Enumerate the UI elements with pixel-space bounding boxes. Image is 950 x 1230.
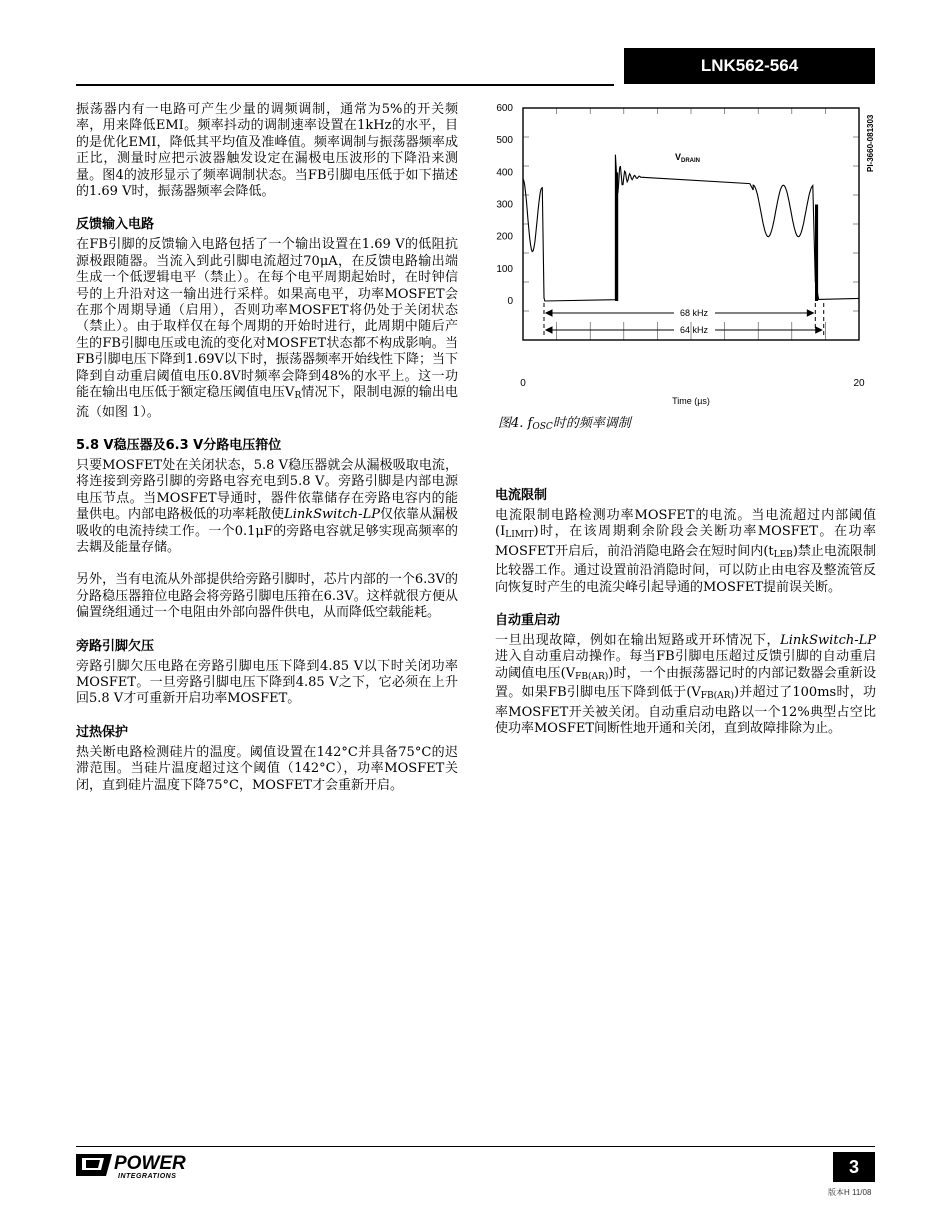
version-text: 版本H 11/08	[828, 1188, 872, 1197]
cl-text-a: 电流限制电路检测功率MOSFET的电流。当电流超过内部阈值(I	[495, 508, 876, 540]
cl-sub-limit: LIMIT	[505, 530, 534, 541]
series-label: $V_{DRAIN}$	[675, 152, 701, 164]
ar-text-c: )时，一个由振荡器记时的内部记数器会重新设置。如果FB引脚电压下降到低于(V	[495, 665, 876, 701]
cl-text-c: )禁止电流限制比较器工作。通过设置前沿消隐时间，可以防止由电容及整流管反向恢复时产生的电流尖峰引起导通的MOSFET提前误关断。	[495, 543, 876, 595]
page-number	[833, 1152, 875, 1182]
ar-sub-1: FB(AR)	[575, 671, 609, 682]
arrowhead-64-left	[546, 327, 552, 333]
feedback-text-end: 情况下，限制电源的输出电流（如图 1）。	[76, 385, 458, 420]
caption-f: f	[527, 416, 533, 431]
svg-text:POWER: POWER	[114, 1153, 186, 1174]
figure-ref-code: PI-3660-081303	[866, 114, 875, 172]
figure-caption	[498, 412, 631, 432]
part-number-tag	[624, 48, 875, 84]
ar-text-d: )并超过了100ms时，功率MOSFET开关被关闭。自动重启动电路以一个12%典型占空比使功率MOSFET间断性地开通和关闭，直到故障排除为止。	[495, 685, 876, 737]
svg-text:INTEGRATIONS: INTEGRATIONS	[118, 1173, 177, 1180]
drain-voltage-chart	[493, 98, 885, 408]
caption-suffix: 时的频率调制	[552, 416, 631, 431]
x-axis-label: Time (µs)	[672, 396, 710, 406]
heading-auto-restart: 自动重启动	[495, 613, 561, 629]
heading-feedback: 反馈输入电路	[76, 217, 155, 233]
x-tick-0: 0	[520, 378, 526, 389]
y-tick-200: 200	[496, 231, 513, 243]
arrowhead-64-right	[816, 327, 822, 333]
annotation-68khz: 68 kHz	[679, 308, 709, 318]
feedback-subscript: R	[294, 391, 302, 402]
left-column	[76, 102, 458, 810]
page-number-text: 3	[848, 1156, 859, 1177]
ar-sub-2: FB(AR)	[700, 691, 734, 702]
right-column	[495, 487, 876, 753]
ar-product-name: LinkSwitch-LP	[780, 633, 876, 649]
plot-frame	[523, 108, 859, 340]
heading-thermal: 过热保护	[76, 724, 129, 740]
cl-sub-leb: LEB	[773, 549, 793, 560]
part-number: LNK562-564	[700, 56, 799, 75]
annotation-64khz: 64 kHz	[679, 325, 709, 335]
paragraph-auto-restart	[495, 633, 876, 737]
paragraph-thermal: 热关断电路检测硅片的温度。阈值设置在142°C并具备75°C的迟滞范围。当硅片温度超过这个阈值（142°C），功率MOSFET关闭，直到硅片温度下降75°C，MOSFET才会重新开启。	[76, 744, 458, 793]
cl-text-b: )时，在该周期剩余阶段会关断功率MOSFET。在功率MOSFET开启后，前沿消隐电路会在短时间内(t	[495, 524, 876, 559]
heading-undervoltage: 旁路引脚欠压	[76, 638, 155, 654]
regulator-text-a: 只要MOSFET处在关闭状态，5.8 V稳压器就会从漏极吸取电流，将连接到旁路引脚的旁路电容充电到5.8 V。旁路引脚是内部电源电压节点。当MOSFET导通时，器件依靠储存在旁路电容内的能量供电。内部电路极低的功率耗散使	[76, 457, 458, 523]
product-name: LinkSwitch-LP	[284, 507, 380, 523]
y-tick-400: 400	[496, 167, 513, 179]
y-tick-600: 600	[496, 103, 513, 114]
feedback-text: 在FB引脚的反馈输入电路包括了一个输出设置在1.69 V的低阻抗源极跟随器。当流入到此引脚电流超过70μA，在反馈电路输出端生成一个低逻辑电平（禁止）。在每个电平周期起始时，在时钟信号的上升沿对这一输出进行采样。如果高电平，功率MOSFET会在那个周期导通（启用），否则功率MOSFET将仍处于关闭状态（禁止）。由于取样仅在每个周期的开始时进行，此周期中随后产生的FB引脚电压或电流的变化对MOSFET状态都不构成影响。当FB引脚电压下降到1.69V以下时，振荡器频率开始线性下降；当下降到自动重启阈值电压0.8V时频率会降到48%的水平上。这一功能在输出电压低于额定稳压阈值电压V	[76, 237, 458, 401]
y-tick-500: 500	[496, 135, 513, 147]
ar-text-a: 一旦出现故障，例如在输出短路或开环情况下，	[495, 633, 781, 649]
arrowhead-68-right	[807, 310, 813, 316]
caption-subscript: OSC	[532, 422, 553, 432]
footer-rule	[76, 1146, 875, 1147]
paragraph-regulator-1	[76, 458, 458, 556]
paragraph-current-limit	[495, 508, 876, 596]
paragraph-undervoltage: 旁路引脚欠压电路在旁路引脚电压下降到4.85 V以下时关闭功率MOSFET。一旦旁路引脚电压下降到4.85 V之下，它必须在上升回5.8 V才可重新开启功率MOSFET。	[76, 658, 458, 707]
heading-regulator: 5.8 V稳压器及6.3 V分路电压箝位	[76, 437, 282, 453]
regulator-text-b: 仅依靠从漏极吸收的电流持续工作。一个0.1μF的旁路电容就足够实现高频率的去耦及能量存储。	[76, 507, 458, 555]
paragraph-regulator-2: 另外，当有电流从外部提供给旁路引脚时，芯片内部的一个6.3V的分路稳压器箝位电路会将旁路引脚电压箝在6.3V。这样就很方便从偏置绕组通过一个电阻由外部向器件供电，从而降低空载能耗。	[76, 572, 458, 621]
paragraph-oscillator: 振荡器内有一电路可产生少量的调频调制，通常为5%的开关频率，用来降低EMI。频率抖动的调制速率设置在1kHz的水平，目的是优化EMI，降低其平均值及准峰值。频率调制与振荡器频率成正比，测量时应把示波器触发设定在漏极电压波形的下降沿来测量。图4的波形显示了频率调制状态。当FB引脚电压低于如下描述的1.69 V时，振荡器频率会降低。	[76, 102, 458, 200]
drain-waveform	[523, 155, 859, 301]
ar-text-b: 进入自动重启动操作。每当FB引脚电压超过反馈引脚的自动重启动阈值电压(V	[495, 649, 876, 681]
caption-prefix: 图4.	[498, 416, 528, 431]
header-rule	[76, 84, 614, 86]
y-tick-300: 300	[496, 199, 513, 211]
drain-waveform-jitter	[615, 172, 817, 301]
paragraph-feedback	[76, 237, 458, 420]
y-tick-0: 0	[507, 296, 513, 307]
x-tick-20: 20	[853, 378, 865, 389]
y-tick-100: 100	[496, 263, 513, 275]
arrowhead-68-left	[546, 310, 552, 316]
heading-current-limit: 电流限制	[495, 488, 548, 503]
power-integrations-logo	[76, 1150, 216, 1180]
